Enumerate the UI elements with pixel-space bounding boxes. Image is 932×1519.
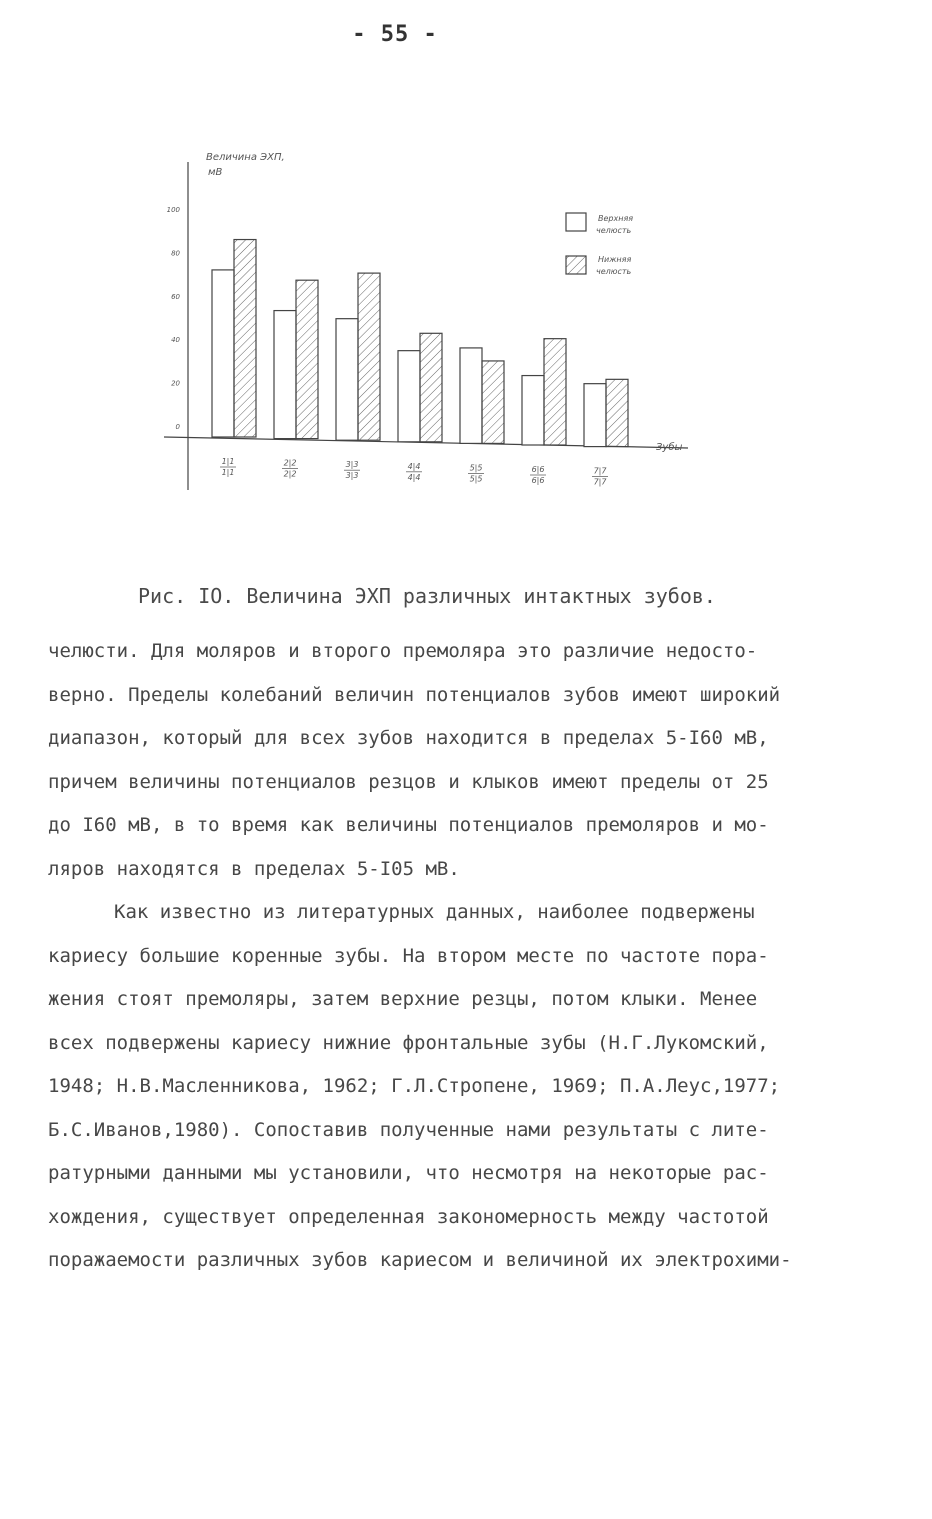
bar-lower-7: [606, 379, 628, 446]
x-tick-label-top: 7|7: [593, 466, 607, 476]
legend-label-lower-1: Нижняя: [598, 255, 632, 264]
y-tick-label: 100: [166, 206, 180, 214]
body-text: [48, 630, 898, 1283]
bar-upper-7: [584, 384, 606, 447]
x-tick-label-bottom: 3|3: [345, 471, 359, 481]
text-line: причем величины потенциалов резцов и клыков имеют пределы от 25: [48, 770, 769, 793]
x-tick-label-bottom: 7|7: [593, 477, 607, 487]
legend-label-upper-2: челюсть: [596, 226, 632, 235]
text-line: жения стоят премоляры, затем верхние резцы, потом клыки. Менее: [48, 988, 758, 1010]
text-line: всех подвержены кариесу нижние фронтальные зубы (Н.Г.Лукомский,: [48, 1031, 769, 1054]
text-line: диапазон, который для всех зубов находится в пределах 5-I60 мВ,: [48, 727, 769, 749]
y-axis-unit: мВ: [208, 167, 223, 178]
y-tick-label: 80: [171, 249, 180, 258]
y-tick-label: 20: [171, 379, 180, 388]
bar-lower-5: [482, 361, 504, 443]
x-tick-label-bottom: 2|2: [283, 469, 297, 479]
text-line: 1948; Н.В.Масленникова, 1962; Г.Л.Стропене, 1969; П.А.Леус,1977;: [48, 1075, 781, 1097]
text-line: Как известно из литературных данных, наиболее подвержены: [114, 901, 755, 923]
legend-swatch-upper: [566, 213, 586, 231]
text-line: кариесу большие коренные зубы. На втором месте по частоте пора-: [48, 944, 769, 967]
text-line: хождения, существует определенная закономерность между частотой: [48, 1205, 769, 1228]
x-tick-label-top: 4|4: [407, 461, 421, 471]
text-line: верно. Пределы колебаний величин потенциалов зубов имеют широкий: [48, 683, 781, 706]
bar-upper-1: [212, 270, 234, 437]
text-line: поражаемости различных зубов кариесом и величиной их электрохими-: [48, 1249, 792, 1271]
x-tick-label-top: 2|2: [283, 458, 297, 468]
x-tick-label-top: 6|6: [531, 465, 545, 474]
x-tick-label-top: 1|1: [221, 457, 235, 466]
x-tick-label-bottom: 5|5: [469, 474, 483, 484]
text-line: Б.С.Иванов,1980). Сопоставив полученные нами результаты с лите-: [48, 1118, 769, 1141]
bar-upper-2: [274, 311, 296, 439]
x-axis-label: Зубы: [656, 442, 683, 453]
y-tick-label: 40: [171, 336, 180, 345]
bar-upper-5: [460, 348, 482, 443]
bar-upper-3: [336, 319, 358, 441]
bar-upper-6: [522, 376, 544, 445]
x-tick-label-bottom: 1|1: [221, 468, 235, 477]
legend-label-lower-2: челюсть: [596, 267, 632, 276]
legend-swatch-lower: [566, 256, 586, 274]
bar-lower-2: [296, 280, 318, 438]
text-line: ратурными данными мы установили, что несмотря на некоторые рас-: [48, 1162, 769, 1184]
x-tick-label-top: 3|3: [345, 460, 359, 470]
text-line: челюсти. Для моляров и второго премоляра это различие недосто-: [48, 640, 758, 662]
page-number: - 55 -: [352, 22, 438, 47]
legend-label-upper-1: Верхняя: [598, 214, 634, 223]
bar-upper-4: [398, 351, 420, 442]
y-axis-label: Величина ЭХП,: [206, 152, 285, 163]
figure-caption: Рис. IO. Величина ЭХП различных интактных зубов.: [138, 584, 716, 608]
bar-lower-3: [358, 273, 380, 440]
bar-chart: [150, 140, 710, 500]
x-tick-label-bottom: 4|4: [407, 472, 421, 482]
bar-lower-6: [544, 339, 566, 445]
y-tick-label: 0: [175, 423, 180, 431]
bar-lower-4: [420, 333, 442, 442]
x-tick-label-top: 5|5: [469, 463, 483, 473]
x-tick-label-bottom: 6|6: [531, 476, 545, 485]
bar-lower-1: [234, 240, 256, 437]
text-line: до I60 мВ, в то время как величины потенциалов премоляров и мо-: [48, 814, 769, 836]
text-line: ляров находятся в пределах 5-I05 мВ.: [48, 857, 460, 880]
y-tick-label: 60: [171, 292, 180, 301]
